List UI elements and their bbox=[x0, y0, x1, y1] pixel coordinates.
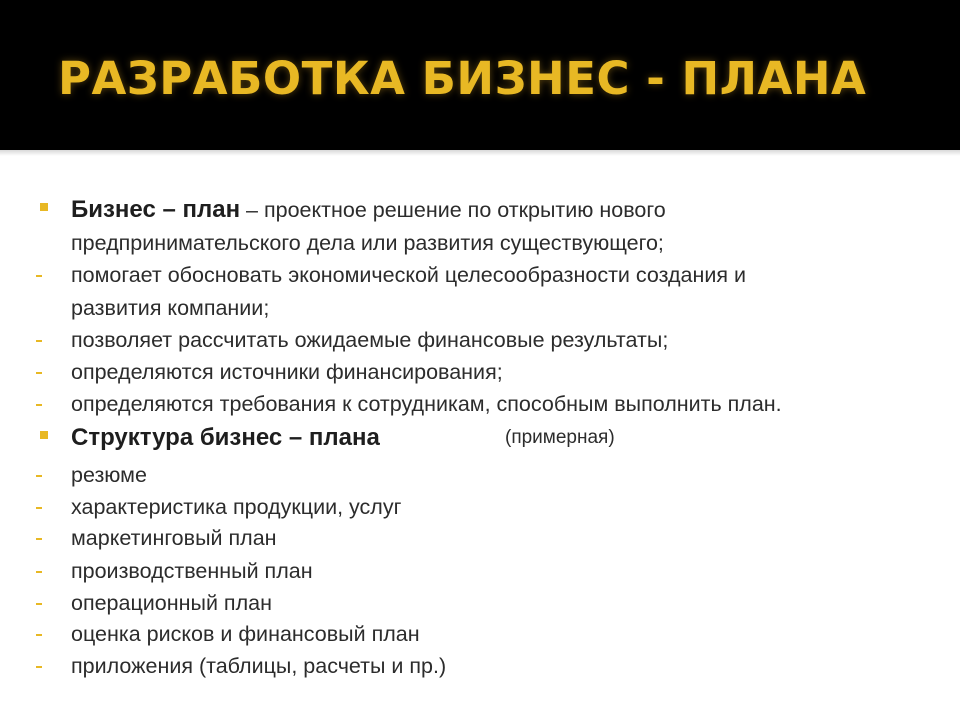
definition-text: – проектное решение по открытию нового bbox=[240, 198, 666, 222]
dash-bullet-icon bbox=[36, 571, 42, 573]
dash-bullet-icon bbox=[36, 538, 42, 540]
square-bullet-icon bbox=[40, 203, 48, 211]
slide-title: РАЗРАБОТКА БИЗНЕС - ПЛАНА bbox=[58, 52, 867, 105]
dash-bullet-icon bbox=[36, 475, 42, 477]
dash-bullet-icon bbox=[36, 372, 42, 374]
structure-item bbox=[0, 491, 960, 523]
structure-heading-item bbox=[0, 422, 960, 454]
structure-item-text: операционный план bbox=[71, 591, 272, 615]
purpose-item bbox=[0, 356, 960, 388]
dash-bullet-icon bbox=[36, 275, 42, 277]
purpose-text: определяются источники финансирования; bbox=[71, 360, 503, 384]
dash-bullet-icon bbox=[36, 507, 42, 509]
purpose-item bbox=[0, 259, 960, 291]
structure-item bbox=[0, 459, 960, 491]
structure-item-text: приложения (таблицы, расчеты и пр.) bbox=[71, 654, 447, 678]
dash-bullet-icon bbox=[36, 404, 42, 406]
definition-continuation-row bbox=[0, 227, 960, 259]
structure-item bbox=[0, 618, 960, 650]
structure-heading: Структура бизнес – плана bbox=[71, 424, 380, 451]
purpose-item bbox=[0, 388, 960, 420]
structure-item bbox=[0, 522, 960, 554]
purpose-text: помогает обосновать экономической целесообразности создания и bbox=[71, 263, 747, 287]
purpose-text: позволяет рассчитать ожидаемые финансовые результаты; bbox=[71, 328, 669, 352]
structure-item-text: характеристика продукции, услуг bbox=[71, 495, 402, 519]
structure-item-text: резюме bbox=[71, 463, 147, 487]
purpose-continuation-row bbox=[0, 292, 960, 324]
purpose-text: развития компании; bbox=[71, 296, 270, 320]
structure-item-text: маркетинговый план bbox=[71, 526, 277, 550]
purpose-item bbox=[0, 324, 960, 356]
structure-item bbox=[0, 555, 960, 587]
structure-item bbox=[0, 587, 960, 619]
dash-bullet-icon bbox=[36, 603, 42, 605]
dash-bullet-icon bbox=[36, 340, 42, 342]
purpose-text: определяются требования к сотрудникам, способным выполнить план. bbox=[71, 392, 782, 416]
dash-bullet-icon bbox=[36, 634, 42, 636]
definition-term: Бизнес – план bbox=[71, 196, 241, 223]
definition-item bbox=[0, 194, 960, 226]
dash-bullet-icon bbox=[36, 666, 42, 668]
structure-item-text: производственный план bbox=[71, 559, 313, 583]
structure-item-text: оценка рисков и финансовый план bbox=[71, 622, 420, 646]
square-bullet-icon bbox=[40, 431, 48, 439]
definition-continuation: предпринимательского дела или развития существующего; bbox=[71, 231, 664, 255]
structure-note: (примерная) bbox=[505, 427, 615, 448]
structure-item bbox=[0, 650, 960, 682]
